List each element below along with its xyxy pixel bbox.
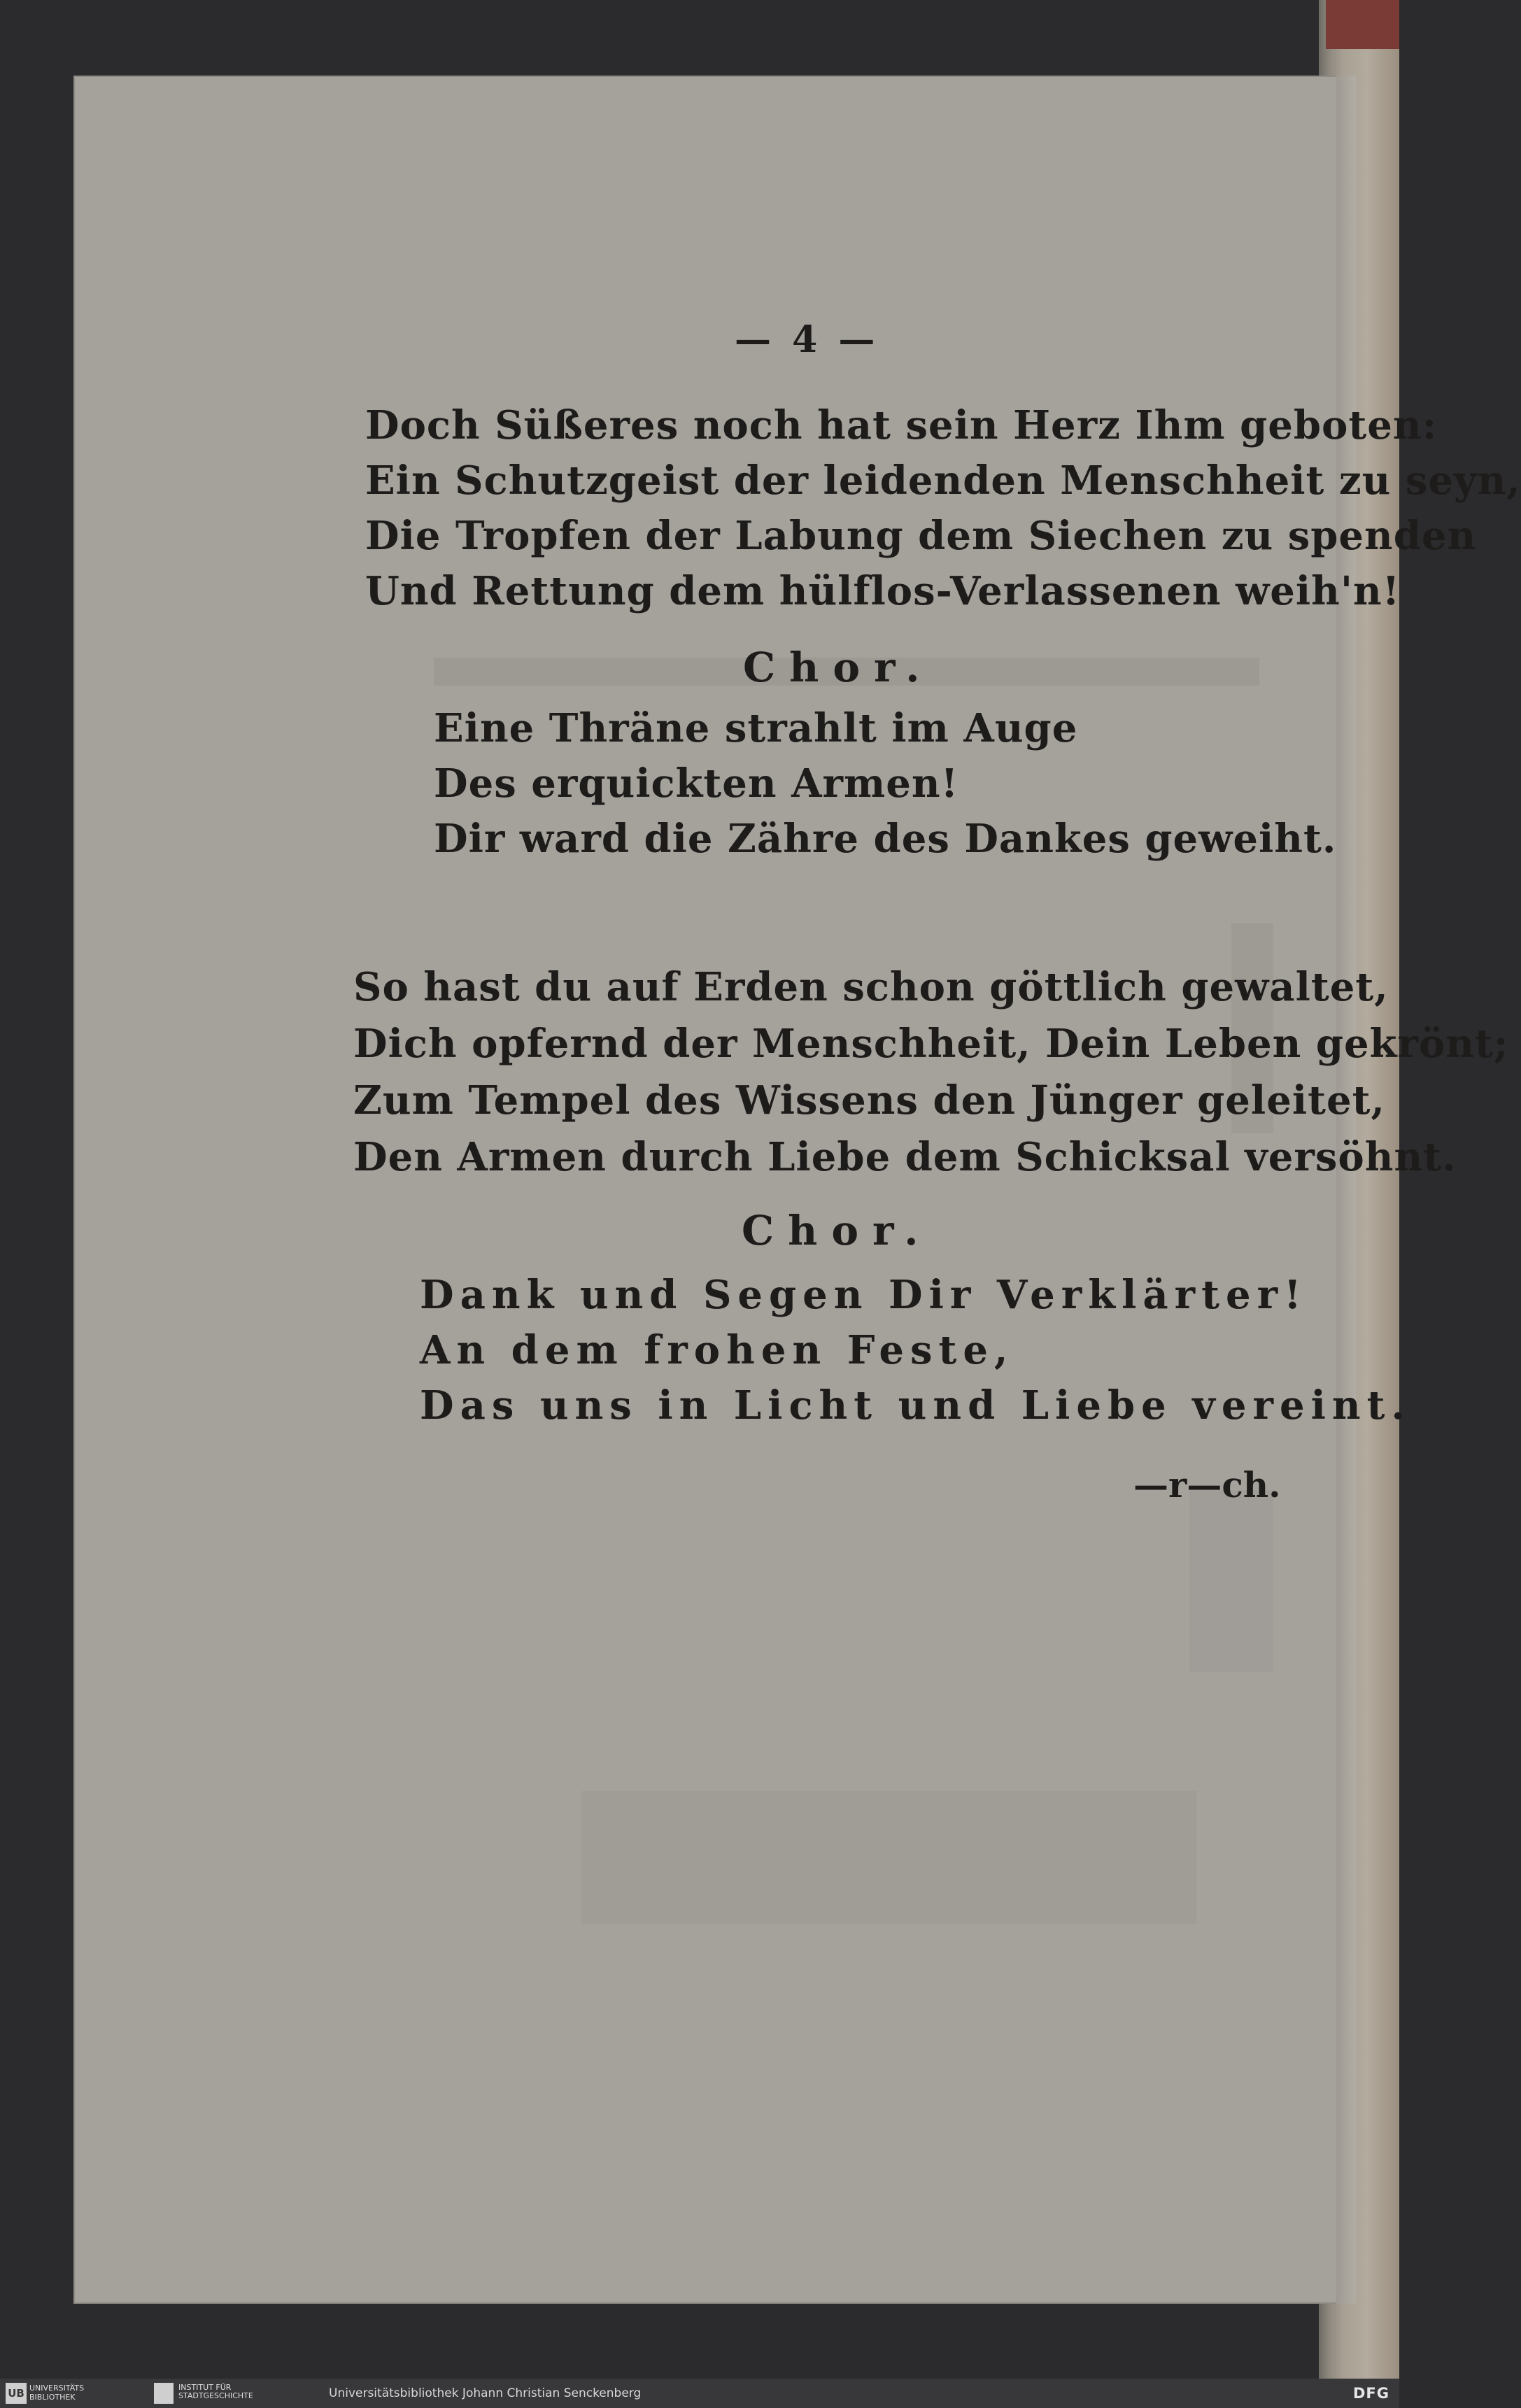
institute-logo-text: INSTITUT FÜR STADTGESCHICHTE [178,2383,253,2400]
verse-line: Dank und Segen Dir Verklärter! [420,1272,1308,1318]
verse-line: Eine Thräne strahlt im Auge [434,705,1078,751]
verse-line: Doch Süßeres noch hat sein Herz Ihm geboten: [365,402,1438,448]
chorus-heading: Chor. [742,1207,933,1254]
verse-line: An dem frohen Feste, [420,1327,1014,1373]
verse-line: Den Armen durch Liebe dem Schicksal versöhnt. [353,1134,1457,1180]
verse-line: Die Tropfen der Labung dem Siechen zu spenden [365,513,1477,559]
verse-line: Ein Schutzgeist der leidenden Menschheit zu seyn, [365,458,1521,504]
verse-line: So hast du auf Erden schon göttlich gewaltet, [353,964,1389,1010]
chorus-heading: Chor. [743,644,934,691]
verse-line: Dich opfernd der Menschheit, Dein Leben gekrönt; [353,1021,1509,1067]
ub-logo-icon: UB [6,2383,27,2404]
library-name: Universitätsbibliothek Johann Christian Senckenberg [329,2386,642,2400]
verse-line: Das uns in Licht und Liebe vereint. [420,1382,1411,1429]
page-number: — 4 — [735,318,879,361]
verse-line: Des erquickten Armen! [434,760,959,807]
verse-line: Dir ward die Zähre des Dankes geweiht. [434,816,1337,862]
dfg-logo: DFG [1352,2385,1389,2402]
viewer-footer [0,2379,1399,2408]
bleed-through-area [581,1791,1196,1924]
ub-logo-text: UNIVERSITÄTS BIBLIOTHEK [29,2384,85,2402]
institute-logo-icon [154,2383,174,2404]
bleed-through-area [1189,1490,1273,1672]
verse-line: Zum Tempel des Wissens den Jünger geleitet, [353,1077,1385,1124]
verse-line: Und Rettung dem hülflos-Verlassenen weih'n! [365,568,1401,614]
book-cover-corner [1326,0,1399,49]
author-signature: —r—ch. [1133,1464,1281,1506]
